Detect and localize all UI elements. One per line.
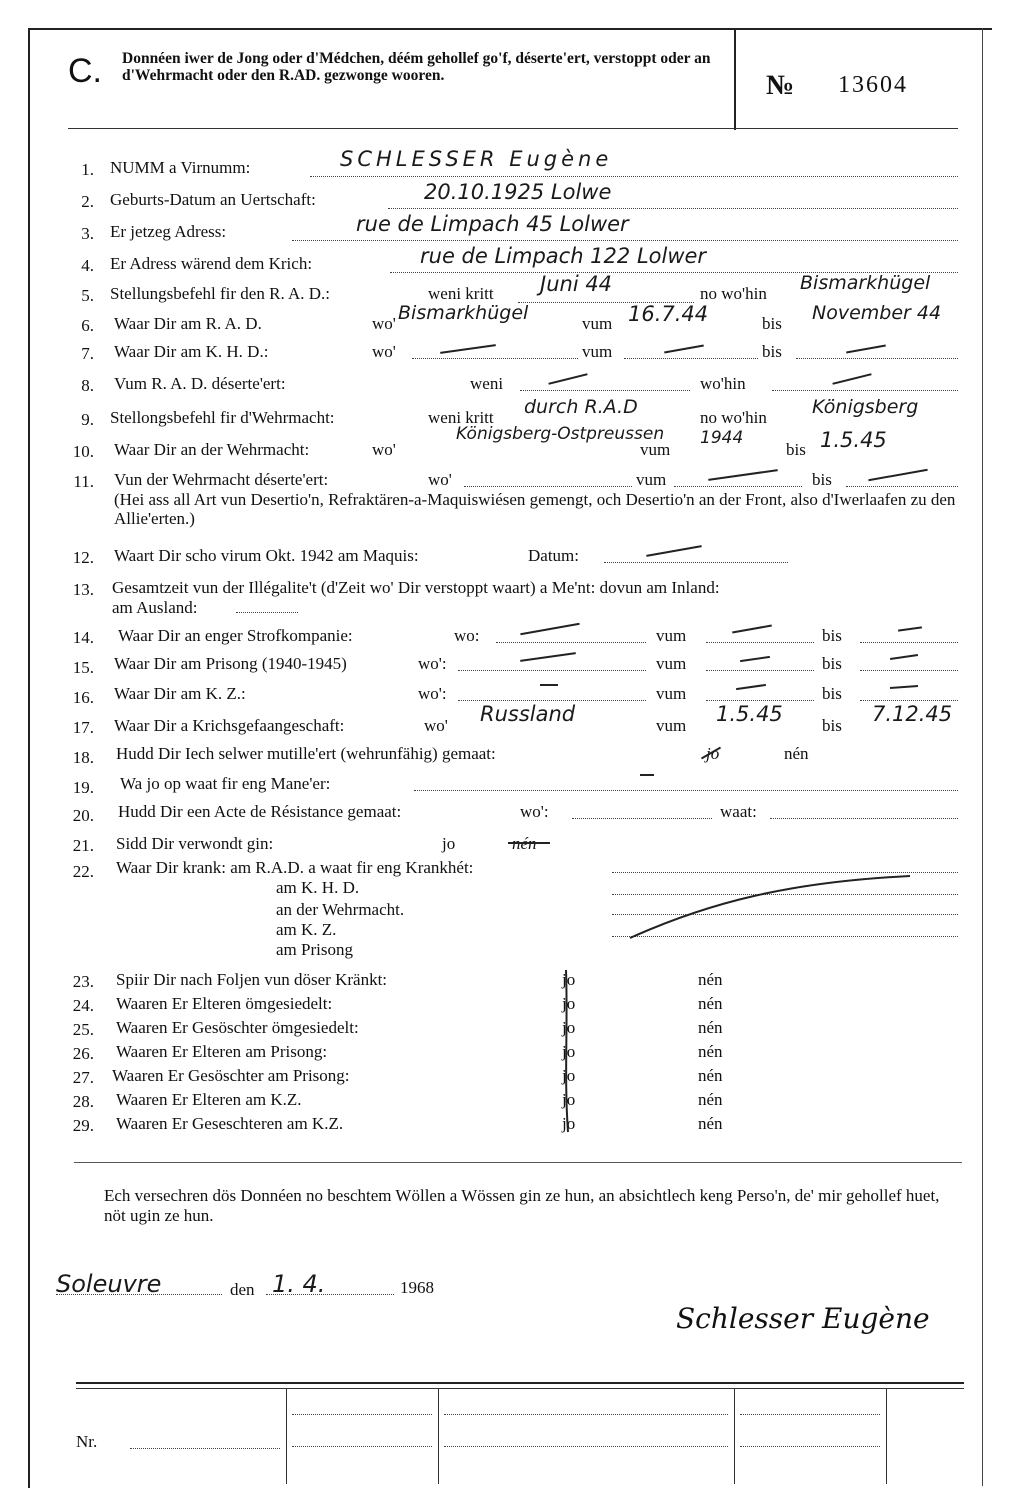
field-label: bis — [822, 716, 842, 735]
field-label: weni kritt — [428, 284, 494, 303]
den-label: den — [230, 1280, 255, 1299]
fill-line — [520, 390, 690, 391]
field-label: bis — [762, 342, 782, 361]
item-label: Stellungsbefehl fir den R. A. D.: — [110, 284, 331, 303]
item-label: Stellongsbefehl fir d'Wehrmacht: — [110, 408, 335, 427]
fill-line — [860, 642, 958, 643]
field-label: Datum: — [528, 546, 579, 565]
fill-line — [770, 818, 958, 819]
field-label: vum — [582, 314, 613, 333]
diagonal-strike — [620, 872, 920, 944]
fill-line — [464, 486, 632, 487]
fill-line — [458, 700, 646, 701]
form-frame-right — [982, 28, 983, 1486]
handwritten-value: Juni 44 — [540, 272, 613, 296]
field-label: am Ausland: — [112, 598, 198, 617]
item-number: 19. — [72, 778, 94, 797]
declaration-text: Ech versechren dös Donnéen no beschtem Wöllen a Wössen gin ze hun, an absichtlech keng Perso'n, de' mir gehollef huet, nöt ugin ze hun. — [104, 1186, 940, 1225]
fill-line — [414, 790, 958, 791]
year-label: 1968 — [400, 1278, 434, 1297]
item-label: Geburts-Datum an Uertschaft: — [110, 190, 316, 209]
fill-line — [846, 486, 958, 487]
item-label: Hudd Dir Iech selwer mutille'ert (wehrunfähig) gemaat: — [116, 744, 496, 763]
handwritten-value: November 44 — [812, 302, 942, 324]
field-label: wo' — [372, 314, 396, 333]
item-number: 9. — [81, 410, 94, 429]
option-nen: nén — [698, 970, 723, 989]
field-label: wo' — [372, 342, 396, 361]
footer-rule-top2 — [76, 1388, 964, 1389]
item-number: 3. — [81, 224, 94, 243]
fill-line — [796, 358, 958, 359]
option-nen: nén — [698, 1066, 723, 1085]
fill-line — [292, 240, 958, 241]
fill-line — [706, 642, 814, 643]
item-number: 29. — [72, 1116, 94, 1135]
item-number: 12. — [72, 548, 94, 567]
item-label: Waar Dir a Krichsgefaangeschaft: — [114, 716, 345, 735]
option-nen: nén — [698, 994, 723, 1013]
dash-stroke — [640, 774, 654, 776]
field-label: vum — [656, 716, 687, 735]
item-label: Waar Dir am Prisong (1940-1945) — [114, 654, 347, 673]
item-number: 10. — [72, 442, 94, 461]
field-label: weni kritt — [428, 408, 494, 427]
item-number: 25. — [72, 1020, 94, 1039]
fill-line — [56, 1294, 222, 1295]
item-label: Waar Dir am K. Z.: — [114, 684, 246, 703]
sub-label: am K. H. D. — [276, 878, 360, 897]
item-number: 2. — [81, 192, 94, 211]
sub-label: am Prisong — [276, 940, 353, 959]
item-number: 7. — [81, 344, 94, 363]
item-label: Sidd Dir verwondt gin: — [116, 834, 274, 853]
field-label: wo' — [372, 440, 396, 459]
handwritten-value: Bismarkhügel — [398, 302, 529, 324]
item-number: 17. — [72, 718, 94, 737]
field-label: vum — [656, 626, 687, 645]
fill-line — [706, 670, 814, 671]
fill-line — [266, 1294, 394, 1295]
field-label: bis — [822, 684, 842, 703]
handwritten-value: Königsberg — [812, 396, 919, 418]
item-number: 16. — [72, 688, 94, 707]
header-divider — [734, 30, 736, 130]
item-number: 22. — [72, 862, 94, 881]
handwritten-value: durch R.A.D — [524, 396, 638, 418]
sub-label: an der Wehrmacht. — [276, 900, 405, 919]
footer-divider — [286, 1388, 287, 1484]
option-nen: nén — [698, 1090, 723, 1109]
item-label: Waar Dir an der Wehrmacht: — [114, 440, 310, 459]
field-label: vum — [582, 342, 613, 361]
item-label: Waaren Er Elteren am K.Z. — [116, 1090, 302, 1109]
field-label: bis — [812, 470, 832, 489]
item-note: (Hei ass all Art vun Desertio'n, Refraktären-a-Maquiswiésen gemengt, och Desertio'n an der Front, also d'Iwerlaafen zu den Allie'erten.) — [114, 490, 956, 528]
handwritten-value: 16.7.44 — [628, 302, 709, 326]
fill-line — [740, 1414, 880, 1415]
item-label: Vun der Wehrmacht déserte'ert: — [114, 470, 329, 489]
fill-line — [674, 486, 802, 487]
handwritten-value: 1944 — [700, 428, 744, 448]
item-number: 6. — [81, 316, 94, 335]
field-label: wo'hin — [700, 374, 746, 393]
item-label: Er jetzeg Adress: — [110, 222, 227, 241]
option-jo: jo — [442, 834, 456, 853]
item-number: 18. — [72, 748, 94, 767]
field-label: vum — [640, 440, 671, 459]
field-label: bis — [822, 626, 842, 645]
field-label: waat: — [720, 802, 757, 821]
footer-divider — [438, 1388, 439, 1484]
item-number: 13. — [72, 580, 94, 599]
fill-line — [130, 1448, 280, 1449]
item-label: Waar Dir an enger Strofkompanie: — [118, 626, 353, 645]
fill-line — [706, 700, 814, 701]
item-number: 8. — [81, 376, 94, 395]
handwritten-value: 7.12.45 — [872, 702, 953, 726]
option-jo: jo — [562, 1090, 576, 1109]
item-number: 27. — [72, 1068, 94, 1087]
field-label: wo' — [424, 716, 448, 735]
item-number: 11. — [73, 472, 94, 491]
item-number: 21. — [72, 836, 94, 855]
item-label: Gesamtzeit vun der Illégalite't (d'Zeit wo' Dir verstoppt waart) a Me'nt: dovun am Inland: — [112, 578, 720, 597]
option-jo: jo — [562, 970, 576, 989]
footer-divider — [734, 1388, 735, 1484]
field-label: bis — [822, 654, 842, 673]
item-number: 23. — [72, 972, 94, 991]
field-label: no wo'hin — [700, 284, 767, 303]
fill-line — [860, 670, 958, 671]
item-label: Waaren Er Gesöschter ömgesiedelt: — [116, 1018, 359, 1037]
option-jo: jo — [562, 1114, 576, 1133]
field-label: vum — [656, 684, 687, 703]
number-sign: № — [766, 70, 795, 101]
item-number: 5. — [81, 286, 94, 305]
field-label: wo': — [418, 654, 447, 673]
fill-line — [740, 1446, 880, 1447]
sub-label: am K. Z. — [276, 920, 337, 939]
section-letter: C. — [68, 52, 102, 90]
option-nen: nén — [784, 744, 809, 763]
handwritten-value: 1.5.45 — [716, 702, 783, 726]
field-label: wo': — [418, 684, 447, 703]
fill-line — [236, 612, 298, 613]
handwritten-value: Königsberg-Ostpreussen — [456, 424, 665, 444]
item-label: Waar Dir am R. A. D. — [114, 314, 262, 333]
form-number: 13604 — [838, 72, 908, 98]
item-number: 1. — [81, 160, 94, 179]
item-label: Waar Dir krank: am R.A.D. a waat fir eng Krankhét: — [116, 858, 474, 877]
item-number: 14. — [72, 628, 94, 647]
item-label: Waaren Er Elteren ömgesiedelt: — [116, 994, 333, 1013]
fill-line — [292, 1414, 432, 1415]
handwritten-date: 1. 4. — [272, 1270, 326, 1298]
footer-nr-label: Nr. — [76, 1432, 98, 1451]
item-number: 26. — [72, 1044, 94, 1063]
option-jo: jo — [562, 1018, 576, 1037]
item-number: 20. — [72, 806, 94, 825]
handwritten-birth: 20.10.1925 Lolwe — [424, 180, 612, 204]
item-label: Spiir Dir nach Foljen vun döser Kränkt: — [116, 970, 388, 989]
field-label: no wo'hin — [700, 408, 767, 427]
fill-line — [310, 176, 958, 177]
item-label: Vum R. A. D. déserte'ert: — [114, 374, 286, 393]
fill-line — [860, 700, 958, 701]
header-rule — [68, 128, 958, 129]
field-label: wo' — [428, 470, 452, 489]
field-label: bis — [762, 314, 782, 333]
handwritten-value: 1.5.45 — [820, 428, 887, 452]
item-number: 4. — [81, 256, 94, 275]
fill-line — [624, 358, 758, 359]
field-label: wo: — [454, 626, 480, 645]
option-nen: nén — [698, 1114, 723, 1133]
item-label: Waar Dir am K. H. D.: — [114, 342, 269, 361]
item-label: Waaren Er Geseschteren am K.Z. — [116, 1114, 344, 1133]
footer-divider — [886, 1388, 887, 1484]
item-label: Waart Dir scho virum Okt. 1942 am Maquis: — [114, 546, 419, 565]
fill-line — [772, 390, 958, 391]
option-jo: jo — [562, 994, 576, 1013]
dash-stroke — [540, 684, 558, 686]
fill-line — [388, 208, 958, 209]
fill-line — [444, 1446, 728, 1447]
fill-line — [412, 358, 578, 359]
fill-line — [292, 1446, 432, 1447]
handwritten-value: Russland — [480, 702, 576, 726]
item-number: 24. — [72, 996, 94, 1015]
item-number: 15. — [72, 658, 94, 677]
item-number: 28. — [72, 1092, 94, 1111]
handwritten-war-address: rue de Limpach 122 Lolwer — [420, 244, 707, 268]
option-jo: jo — [706, 744, 720, 763]
form-title: Donnéen iwer de Jong oder d'Médchen, déém gehollef go'f, déserte'ert, verstoppt oder an d'Wehrmacht oder den R.AD. gezwonge wooren. — [122, 50, 711, 84]
strike-stroke — [508, 842, 550, 844]
item-label: NUMM a Virnumm: — [110, 158, 251, 177]
handwritten-place: Soleuvre — [56, 1270, 162, 1298]
handwritten-address: rue de Limpach 45 Lolwer — [356, 212, 629, 236]
field-label: weni — [470, 374, 504, 393]
vertical-strike — [556, 966, 586, 1136]
option-nen: nén — [512, 834, 537, 853]
fill-line — [496, 642, 646, 643]
field-label: vum — [636, 470, 667, 489]
fill-line — [572, 818, 712, 819]
item-label: Waaren Er Gesöschter am Prisong: — [112, 1066, 350, 1085]
item-label: Waaren Er Elteren am Prisong: — [116, 1042, 328, 1061]
item-label: Wa jo op waat fir eng Mane'er: — [120, 774, 331, 793]
field-label: vum — [656, 654, 687, 673]
field-label: wo': — [520, 802, 549, 821]
fill-line — [458, 670, 646, 671]
option-nen: nén — [698, 1042, 723, 1061]
fill-line — [444, 1414, 728, 1415]
handwritten-name: SCHLESSER Eugène — [340, 147, 613, 171]
signature: Schlesser Eugène — [676, 1302, 930, 1335]
handwritten-value: Bismarkhügel — [800, 272, 931, 294]
item-label: Er Adress wärend dem Krich: — [110, 254, 313, 273]
option-nen: nén — [698, 1018, 723, 1037]
option-jo: jo — [562, 1066, 576, 1085]
field-label: bis — [786, 440, 806, 459]
option-jo: jo — [562, 1042, 576, 1061]
item-label: Hudd Dir een Acte de Résistance gemaat: — [118, 802, 402, 821]
fill-line — [604, 562, 788, 563]
footer-rule-top — [76, 1382, 964, 1384]
section-rule — [74, 1162, 962, 1163]
